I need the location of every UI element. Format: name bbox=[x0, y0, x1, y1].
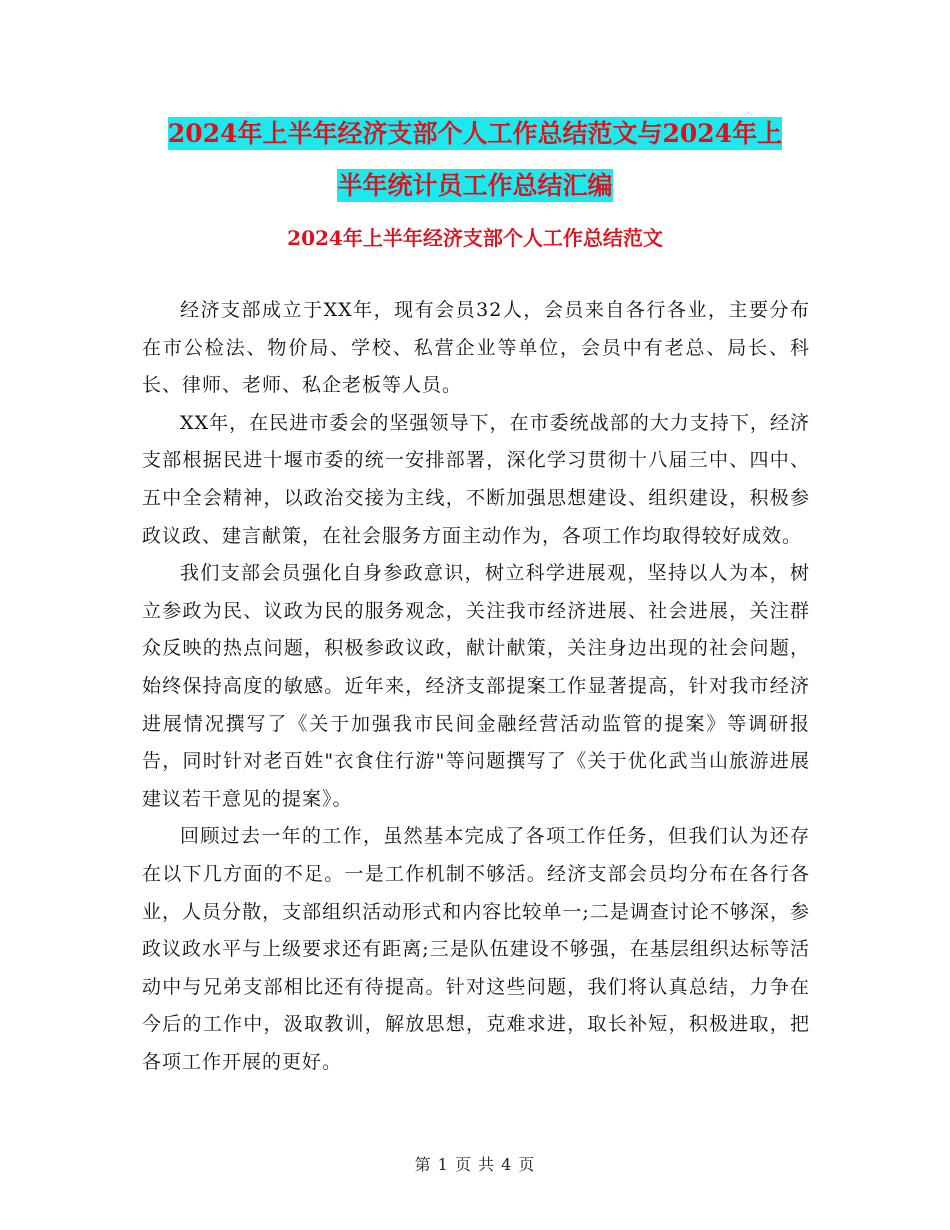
paragraph-4: 回顾过去一年的工作，虽然基本完成了各项工作任务，但我们认为还存在以下几方面的不足。一是工作机制不够活。经济支部会员均分布在各行各业，人员分散，支部组织活动形式和内容比较单一;二是调查讨论不够深，参政议政水平与上级要求还有距离;三是队伍建设不够强，在基层组织达标等活动中与兄弟支部相比还有待提高。针对这些问题，我们将认真总结，力争在今后的工作中，汲取教训，解放思想，克难求进，取长补短，积极进取，把各项工作开展的更好。 bbox=[142, 825, 810, 1073]
title-line-1: 2024年上半年经济支部个人工作总结范文与2024年上 bbox=[167, 119, 783, 148]
paragraph-2: XX年，在民进市委会的坚强领导下，在市委统战部的大力支持下，经济支部根据民进十堰市委的统一安排部署，深化学习贯彻十八届三中、四中、五中全会精神，以政治交接为主线，不断加强思想建设、组织建设，积极参政议政、建言献策，在社会服务方面主动作为，各项工作均取得较好成效。 bbox=[142, 411, 810, 547]
paragraph-3: 我们支部会员强化自身参政意识，树立科学进展观，坚持以人为本，树立参政为民、议政为民的服务观念，关注我市经济进展、社会进展，关注群众反映的热点问题，积极参政议政，献计献策，关注身边出现的社会问题，始终保持高度的敏感。近年来，经济支部提案工作显著提高，针对我市经济进展情况撰写了《关于加强我市民间金融经营活动监管的提案》等调研报告，同时针对老百姓"衣食住行游"等问题撰写了《关于优化武当山旅游进展建议若干意见的提案》。 bbox=[142, 562, 810, 810]
section-title: 2024年上半年经济支部个人工作总结范文 bbox=[287, 226, 663, 250]
title-line-2: 半年统计员工作总结汇编 bbox=[337, 171, 613, 200]
paragraph-1: 经济支部成立于XX年，现有会员32人，会员来自各行各业，主要分布在市公检法、物价局、学校、私营企业等单位，会员中有老总、局长、科长、律师、老师、私企老板等人员。 bbox=[142, 299, 810, 397]
document-title bbox=[0, 108, 950, 212]
document-body bbox=[142, 292, 810, 1081]
page-footer: 第 1 页 共 4 页 bbox=[414, 1155, 536, 1174]
